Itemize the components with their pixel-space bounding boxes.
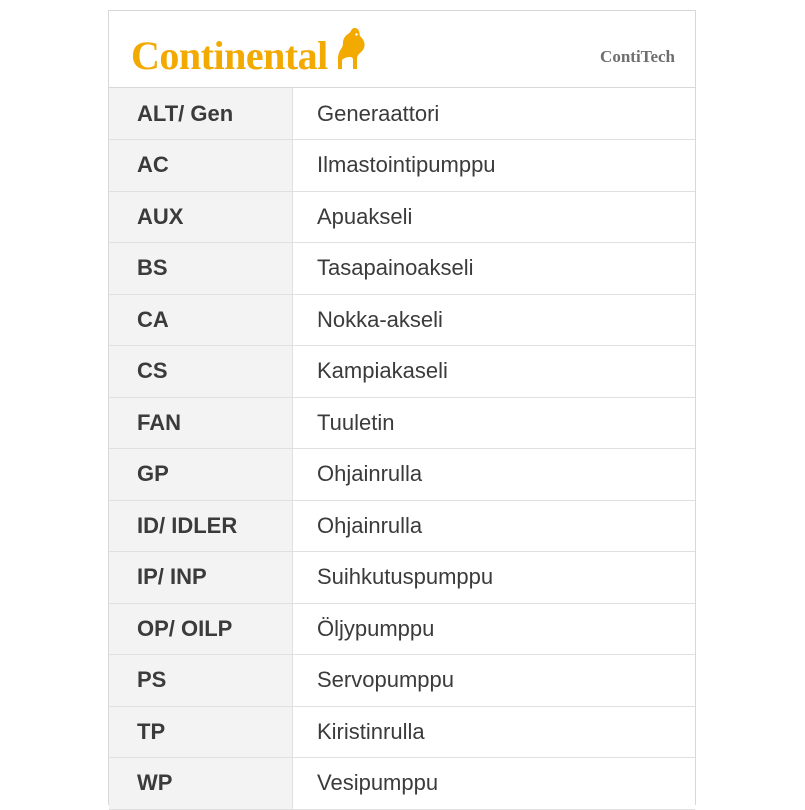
contitech-subbrand: ContiTech — [600, 47, 675, 66]
abbreviation-code: PS — [109, 655, 293, 707]
abbreviation-code: FAN — [109, 397, 293, 449]
table-row — [109, 552, 695, 604]
abbreviation-code: CS — [109, 346, 293, 398]
abbreviation-code: AUX — [109, 191, 293, 243]
abbreviation-code: IP/ INP — [109, 552, 293, 604]
abbreviation-name: Ilmastointipumppu — [293, 140, 696, 192]
table-row — [109, 603, 695, 655]
abbreviation-name: Tuuletin — [293, 397, 696, 449]
abbreviation-table-body — [109, 88, 695, 809]
abbreviation-name: Vesipumppu — [293, 758, 696, 810]
table-row — [109, 346, 695, 398]
table-row — [109, 294, 695, 346]
table-row — [109, 88, 695, 140]
abbreviation-code: ID/ IDLER — [109, 500, 293, 552]
abbreviation-name: Kampiakaseli — [293, 346, 696, 398]
abbreviation-code: ALT/ Gen — [109, 88, 293, 140]
table-row — [109, 397, 695, 449]
table-row — [109, 706, 695, 758]
abbreviation-sheet — [108, 10, 696, 805]
table-row — [109, 758, 695, 810]
continental-logo — [131, 27, 366, 78]
abbreviation-code: AC — [109, 140, 293, 192]
brand-header — [109, 11, 695, 88]
table-row — [109, 140, 695, 192]
abbreviation-name: Tasapainoakseli — [293, 243, 696, 295]
abbreviation-code: CA — [109, 294, 293, 346]
abbreviation-name: Suihkutuspumppu — [293, 552, 696, 604]
abbreviation-name: Ohjainrulla — [293, 500, 696, 552]
abbreviation-name: Apuakseli — [293, 191, 696, 243]
horse-icon — [332, 27, 366, 76]
abbreviation-code: OP/ OILP — [109, 603, 293, 655]
table-row — [109, 191, 695, 243]
abbreviation-code: TP — [109, 706, 293, 758]
table-row — [109, 655, 695, 707]
abbreviation-name: Servopumppu — [293, 655, 696, 707]
abbreviation-code: GP — [109, 449, 293, 501]
abbreviation-code: WP — [109, 758, 293, 810]
abbreviation-name: Öljypumppu — [293, 603, 696, 655]
abbreviation-name: Ohjainrulla — [293, 449, 696, 501]
table-row — [109, 449, 695, 501]
abbreviation-name: Nokka-akseli — [293, 294, 696, 346]
abbreviation-code: BS — [109, 243, 293, 295]
continental-wordmark: Continental — [131, 33, 328, 78]
abbreviation-name: Kiristinrulla — [293, 706, 696, 758]
abbreviation-name: Generaattori — [293, 88, 696, 140]
table-row — [109, 500, 695, 552]
table-row — [109, 243, 695, 295]
abbreviation-table — [109, 88, 695, 810]
